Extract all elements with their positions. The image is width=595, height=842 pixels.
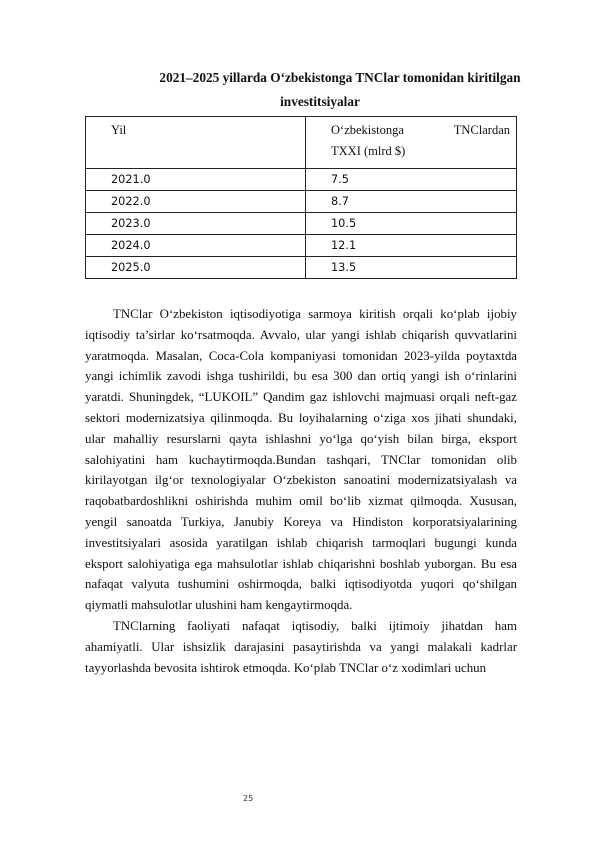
table-row	[86, 213, 517, 235]
body-text	[85, 304, 517, 678]
table-header-row	[86, 117, 517, 169]
cell-year: 2025.0	[86, 257, 306, 279]
page-number: 25	[243, 794, 254, 803]
header-year: Yil	[86, 117, 306, 169]
paragraph: TNClarning faoliyati nafaqat iqtisodiy, balki ijtimoiy jihatdan ham ahamiyatli. Ular ishsizlik darajasini pasaytirishda va yangi malakali kadrlar tayyorlashda bevosita ishtirok etmoqda. Ko‘plab TNClar o‘z xodimlari uchun	[85, 618, 517, 675]
table-row	[86, 191, 517, 213]
investment-table	[85, 116, 517, 279]
table-row	[86, 257, 517, 279]
document-title	[80, 66, 560, 114]
cell-year: 2023.0	[86, 213, 306, 235]
title-line-1: 2021–2025 yillarda O‘zbekistonga TNClar tomonidan kiritilgan	[159, 70, 521, 85]
paragraph: TNClar O‘zbekiston iqtisodiyotiga sarmoya kiritish orqali ko‘plab ijobiy iqtisodiy ta’sirlar ko‘rsatmoqda. Avvalo, ular yangi ishlab chiqarish quvvatlarini yaratmoqda. Masalan, Coca-Cola kompaniyasi tomonidan 2023-yilda poytaxtda yangi ichimlik zavodi ishga tushirildi, bu esa 300 dan ortiq yangi ish o‘rinlarini yaratdi. Shuningdek, “LUKOIL” Qandim gaz ishlovchi majmuasi orqali neft-gaz sektori modernizatsiya qilinmoqda. Bu loyihalarning o‘ziga xos jihati shundaki, ular mahalliy resurslarni qayta ishlashni yo‘lga qo‘yish bilan birga, eksport salohiyatini ham kuchaytirmoqda.Bundan tashqari, TNClar tomonidan olib kirilayotgan ilg‘or texnologiyalar O‘zbekiston sanoatini modernizatsiyalash va raqobatbardoshlikni oshirishda muhim omil bo‘lib xizmat qilmoqda. Xususan, yengil sanoatda Turkiya, Janubiy Koreya va Hindiston korporatsiyalarining investitsiyalari asosida yaratilgan ishlab chiqarish tarmoqlari bugungi kunda eksport salohiyatiga ega mahsulotlar ishlab chiqarishni boshlab yuborgan. Bu esa nafaqat valyuta tushumini oshirmoqda, balki iqtisodiyotda yuqori qo‘shilgan qiymatli mahsulotlar ulushini ham kengaytirmoqda.	[85, 307, 517, 613]
cell-year: 2022.0	[86, 191, 306, 213]
table-row	[86, 169, 517, 191]
header-fdi-line-2: TXXI (mlrd $)	[331, 144, 406, 158]
table-row	[86, 235, 517, 257]
cell-value: 13.5	[306, 257, 517, 279]
cell-value: 7.5	[306, 169, 517, 191]
cell-value: 12.1	[306, 235, 517, 257]
cell-year: 2024.0	[86, 235, 306, 257]
cell-year: 2021.0	[86, 169, 306, 191]
header-fdi	[306, 117, 517, 169]
cell-value: 8.7	[306, 191, 517, 213]
cell-value: 10.5	[306, 213, 517, 235]
title-line-2: investitsiyalar	[280, 94, 360, 109]
header-fdi-line-1: O‘zbekistonga TNClardan	[331, 123, 510, 137]
